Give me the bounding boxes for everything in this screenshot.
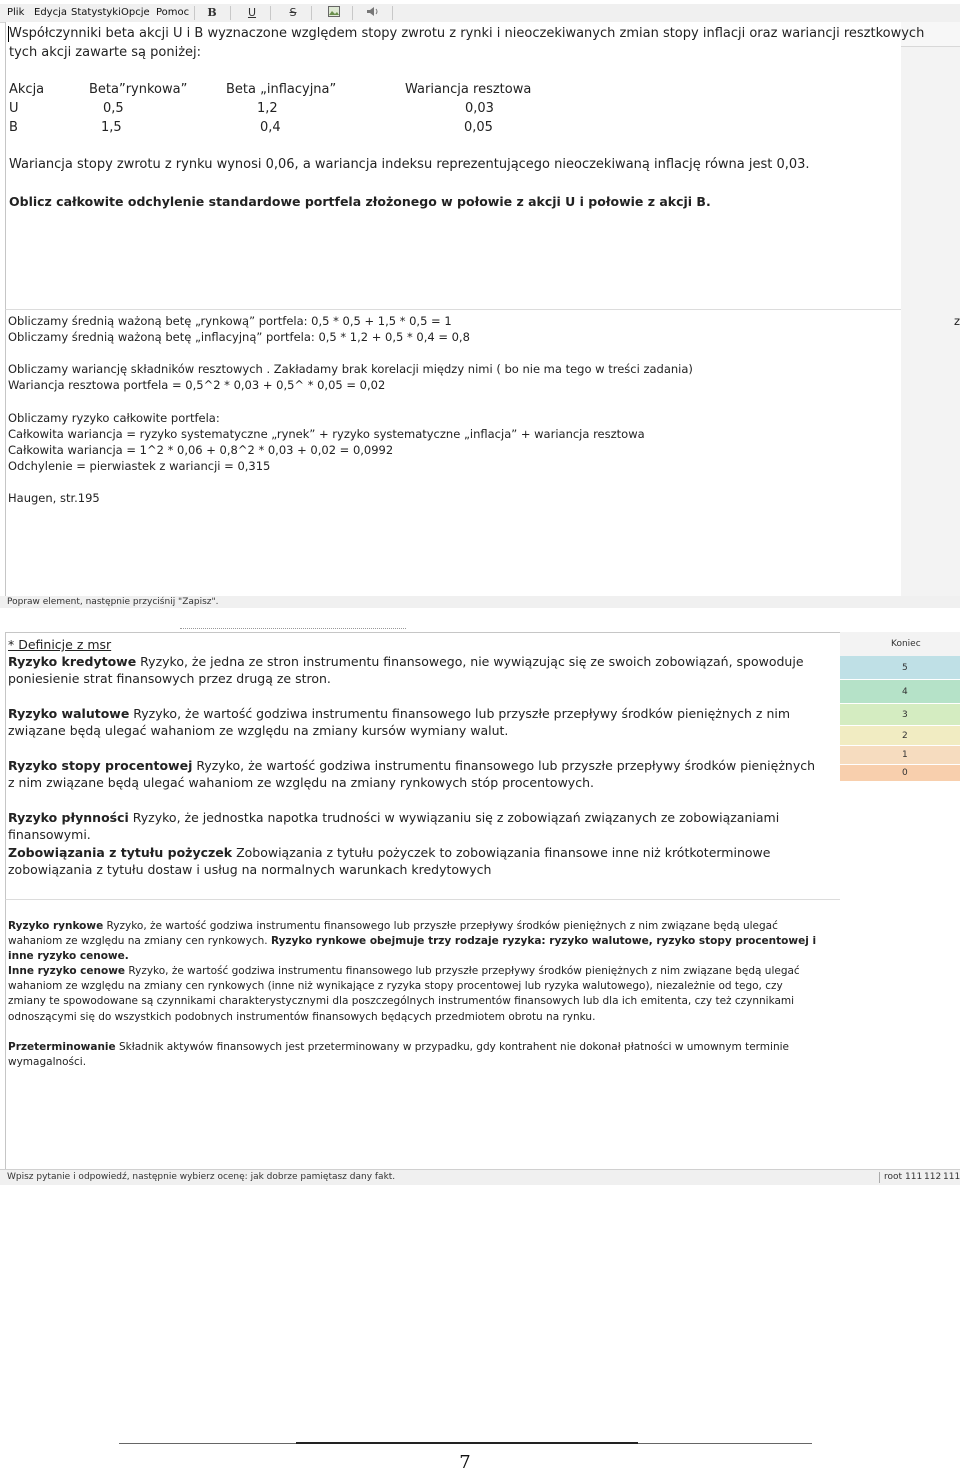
definition-text: Ryzyko, że wartość godziwa instrumentu finansowego lub przyszłe przepływy środków pieniężnych z nim związane będą ulegać wahaniom ze względu na zmiany kursów wymiany walut. [8, 706, 791, 738]
table-header-beta-inflacyjna: Beta „inflacyjna” [226, 82, 337, 97]
table-cell: 0,4 [260, 120, 281, 135]
answer-line: Obliczamy wariancję składników resztowych . Zakładamy brak korelacji między nimi ( bo nie ma tego w treści zadania) [8, 362, 693, 376]
definition-text: Zobowiązania z tytułu pożyczek to zobowiązania finansowe inne niż krótkoterminowe zobowiązania z tytułu dostaw i usług na normalnych warunkach kredytowych [8, 845, 771, 877]
answer-source: Haugen, str.195 [8, 491, 100, 505]
definition-term: Ryzyko stopy procentowej [8, 758, 193, 773]
toolbar-separator [311, 6, 312, 20]
grade-4-button[interactable]: 4 [840, 680, 960, 704]
definition-text: Składnik aktywów finansowych jest przeterminowany w przypadku, gdy kontrahent nie dokonał płatności w umownym terminie wymagalności. [8, 1041, 789, 1069]
answer-line: Całkowita wariancja = ryzyko systematyczne „rynek” + ryzyko systematyczne „inflacja” + wariancja resztowa [8, 427, 645, 441]
question-intro-line2: tych akcji zawarte są poniżej: [9, 45, 202, 60]
definition-term: Przeterminowanie [8, 1041, 116, 1053]
menu-statystyki[interactable]: Statystyki [71, 7, 121, 18]
table-header-beta-rynkowa: Beta”rynkowa” [89, 82, 188, 97]
definition-paragraph [8, 653, 823, 687]
definition-emphasis: Ryzyko rynkowe obejmuje trzy rodzaje ryzyka: ryzyko walutowe, ryzyko stopy procentowej i inne ryzyko cenowe. [8, 935, 817, 963]
status-counter: root [884, 1172, 903, 1182]
status-bar [0, 1169, 960, 1185]
answer-line: Całkowita wariancja = 1^2 * 0,06 + 0,8^2 * 0,03 + 0,02 = 0,0992 [8, 443, 394, 457]
table-cell: 1,2 [257, 101, 278, 116]
underline-button[interactable]: U [247, 6, 257, 19]
tab-strip [180, 628, 406, 631]
definition-text: Ryzyko, że wartość godziwa instrumentu finansowego lub przyszłe przepływy środków pieniężnych z nim związane będą ulegać wahaniom ze względu na zmiany cen rynkowych. [8, 920, 778, 948]
menu-edycja[interactable]: Edycja [34, 7, 67, 18]
table-cell: 0,03 [465, 101, 494, 116]
table-cell: 1,5 [101, 120, 122, 135]
table-header-wariancja: Wariancja resztowa [405, 82, 532, 97]
definition-term: Ryzyko kredytowe [8, 654, 137, 669]
status-message: Popraw element, następnie przyciśnij "Zapisz". [7, 597, 219, 607]
grade-1-button[interactable]: 1 [840, 746, 960, 765]
image-icon [328, 6, 340, 17]
answer-line: Obliczamy średnią ważoną betę „rynkową” portfela: 0,5 * 0,5 + 1,5 * 0,5 = 1 [8, 314, 452, 328]
toolbar-separator [230, 6, 231, 20]
status-message: Wpisz pytanie i odpowiedź, następnie wybierz ocenę: jak dobrze pamiętasz dany fakt. [7, 1172, 396, 1182]
bold-button[interactable]: B [207, 6, 217, 19]
toolbar-separator [392, 6, 393, 20]
grade-3-button[interactable]: 3 [840, 704, 960, 726]
answer-line: Wariancja resztowa portfela = 0,5^2 * 0,03 + 0,5^ * 0,05 = 0,02 [8, 378, 386, 392]
definition-text: Ryzyko, że wartość godziwa instrumentu finansowego lub przyszłe przepływy środków pieniężnych z nim związane będą ulegać wahaniom ze względu na zmiany cen rynkowych (inne niż wynikające z ryzyka stopy procentowej lub ryzyka walutowego), niezależnie od tego, czy zmiany te spowodowane są czynnikami charakterystycznymi dla poszczególnych instrumentów finansowych lub dla ich emitenta, czy też czynnikami odnoszącymi się do wszystkich podobnych instrumentów finansowych będących przedmiotem obrotu na rynku. [8, 965, 800, 1023]
status-counter: 111 [943, 1172, 960, 1182]
footer-rule [296, 1442, 638, 1444]
grade-2-button[interactable]: 2 [840, 726, 960, 746]
rating-header-label: Koniec [891, 639, 921, 649]
definition-paragraph [8, 757, 823, 791]
status-counter: 112 [924, 1172, 942, 1182]
definition-term: Ryzyko rynkowe [8, 920, 104, 932]
menu-opcje[interactable]: Opcje [121, 7, 150, 18]
table-cell: 0,05 [464, 120, 493, 135]
page-number: 7 [459, 1452, 471, 1473]
status-bar [0, 596, 960, 608]
grade-0-button[interactable]: 0 [840, 765, 960, 782]
definition-term: Inne ryzyko cenowe [8, 965, 126, 977]
toolbar-separator [194, 6, 195, 20]
grade-5-button[interactable]: 5 [840, 656, 960, 680]
flashcard-editor-window [0, 0, 960, 608]
toolbar-separator [352, 6, 353, 20]
task-statement: Oblicz całkowite odchylenie standardowe portfela złożonego w połowie z akcji U i połowie z akcji B. [9, 194, 711, 209]
insert-image-button[interactable] [325, 6, 343, 20]
rating-header [840, 632, 960, 657]
definitions-heading: * Definicje z msr [8, 637, 112, 652]
menu-plik[interactable]: Plik [7, 7, 25, 18]
definition-text: Ryzyko, że jedna ze stron instrumentu finansowego, nie wywiązując się ze swoich zobowiązań, spowoduje poniesienie strat finansowych przez drugą ze stron. [8, 654, 804, 686]
table-header-akcja: Akcja [9, 82, 45, 97]
definition-term: Zobowiązania z tytułu pożyczek [8, 845, 233, 860]
definition-term: Ryzyko płynności [8, 810, 129, 825]
menu-bar [0, 4, 960, 23]
definition-term: Ryzyko walutowe [8, 706, 130, 721]
toolbar-separator [270, 6, 271, 20]
variance-statement: Wariancja stopy zwrotu z rynku wynosi 0,06, a wariancja indeksu reprezentującego nieoczekiwaną inflację równa jest 0,03. [9, 157, 810, 172]
definition-text: Ryzyko, że wartość godziwa instrumentu finansowego lub przyszłe przepływy środków pieniężnych z nim związane będą ulegać wahaniom ze względu na zmiany rynkowych stóp procentowych. [8, 758, 816, 790]
speaker-icon [366, 6, 380, 17]
strikethrough-button[interactable]: S [289, 6, 297, 19]
side-panel [900, 22, 960, 596]
answer-line: Odchylenie = pierwiastek z wariancji = 0,315 [8, 459, 271, 473]
answer-paragraph [8, 964, 823, 1025]
side-panel [840, 782, 960, 1169]
status-divider [879, 1172, 880, 1183]
definition-paragraph [8, 809, 823, 843]
answer-paragraph [8, 919, 823, 965]
table-cell: U [9, 101, 19, 116]
definition-text: Ryzyko, że jednostka napotka trudności w wywiązaniu się z zobowiązań związanych ze zobowiązaniami finansowymi. [8, 810, 780, 842]
definition-paragraph [8, 844, 823, 878]
definition-paragraph [8, 705, 823, 739]
answer-line: Obliczamy średnią ważoną betę „inflacyjną” portfela: 0,5 * 1,2 + 0,5 * 0,4 = 0,8 [8, 330, 470, 344]
menu-pomoc[interactable]: Pomoc [156, 7, 190, 18]
answer-line: Obliczamy ryzyko całkowite portfela: [8, 411, 220, 425]
clipped-text: z [954, 314, 960, 328]
table-cell: 0,5 [103, 101, 124, 116]
answer-paragraph [8, 1040, 823, 1070]
question-intro-line1: Współczynniki beta akcji U i B wyznaczone względem stopy zwrotu z rynki i nieoczekiwanych zmian stopy inflacji oraz wariancji resztkowych [9, 26, 925, 41]
status-counter: 111 [905, 1172, 923, 1182]
table-cell: B [9, 120, 18, 135]
insert-sound-button[interactable] [364, 6, 382, 20]
